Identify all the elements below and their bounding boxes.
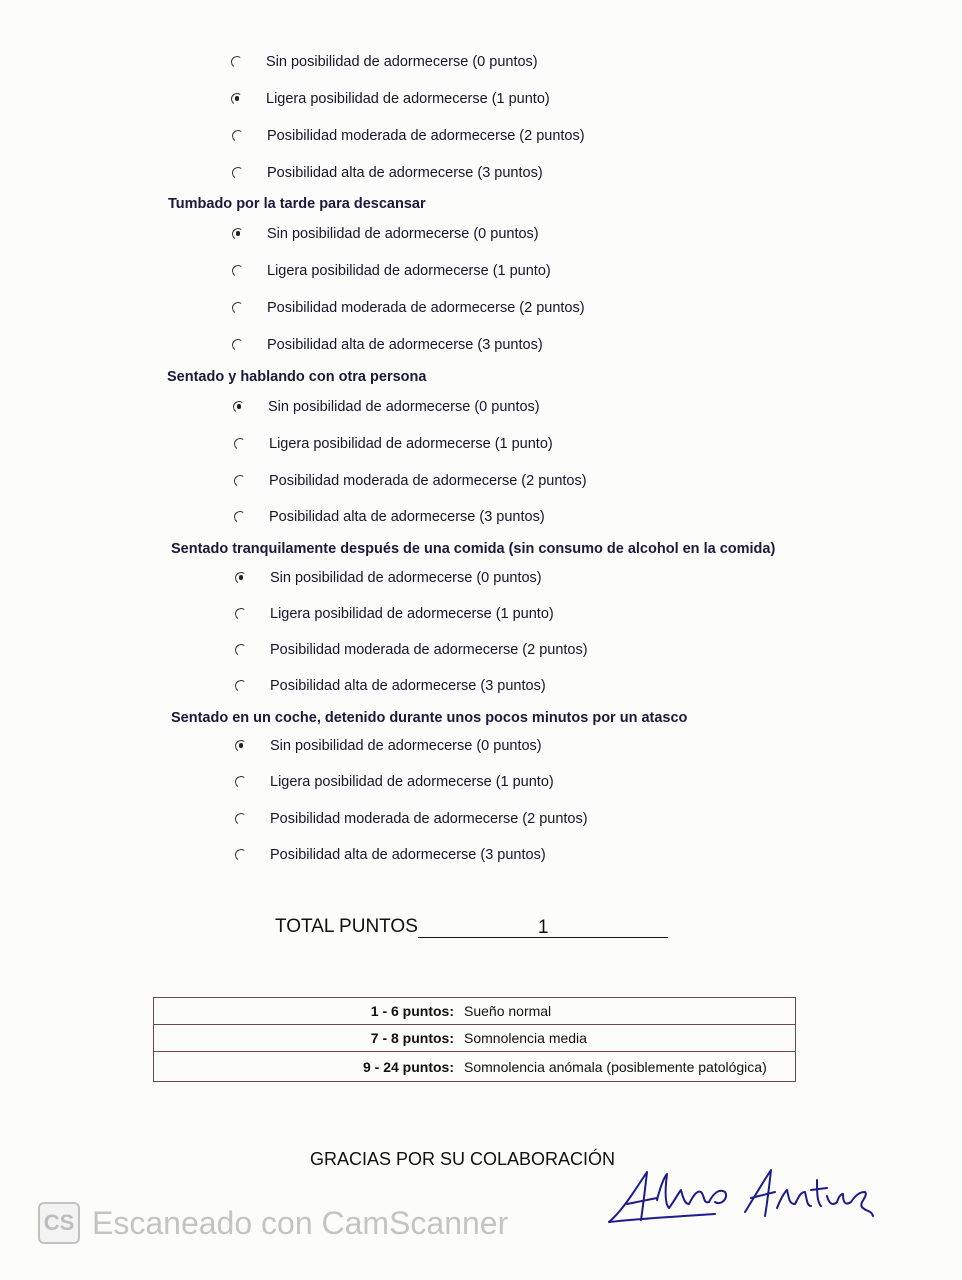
q1-option-3[interactable] (232, 165, 543, 181)
score-legend-table (153, 997, 796, 1082)
total-underline (550, 917, 668, 938)
option-label: Sin posibilidad de adormecerse (0 puntos) (270, 738, 542, 754)
radio-button[interactable] (232, 130, 245, 143)
option-label: Posibilidad alta de adormecerse (3 puntos) (267, 337, 543, 353)
radio-button[interactable] (234, 438, 247, 451)
q1-option-2[interactable] (232, 128, 585, 144)
camscanner-watermark (38, 1202, 508, 1244)
q1-option-0[interactable] (231, 54, 538, 70)
q3-option-0[interactable] (233, 399, 540, 415)
question-title: Sentado tranquilamente después de una comida (sin consumo de alcohol en la comida) (171, 541, 776, 557)
q4-option-3[interactable] (235, 678, 546, 694)
option-label: Sin posibilidad de adormecerse (0 puntos) (268, 399, 540, 415)
q4-option-0[interactable] (235, 570, 542, 586)
q4-option-2[interactable] (235, 642, 588, 658)
option-label: Ligera posibilidad de adormecerse (1 punto) (270, 774, 554, 790)
q5-option-1[interactable] (235, 774, 554, 790)
camscanner-logo-icon: CS (38, 1202, 80, 1244)
total-value: 1 (537, 917, 549, 938)
radio-button-checked[interactable] (235, 572, 248, 585)
radio-button[interactable] (231, 56, 244, 69)
radio-button[interactable] (232, 265, 245, 278)
option-label: Posibilidad moderada de adormecerse (2 puntos) (270, 811, 588, 827)
radio-button[interactable] (235, 776, 248, 789)
radio-button[interactable] (232, 167, 245, 180)
option-label: Ligera posibilidad de adormecerse (1 punto) (267, 263, 551, 279)
option-label: Posibilidad moderada de adormecerse (2 puntos) (270, 642, 588, 658)
q3-option-3[interactable] (234, 509, 545, 525)
question-title: Sentado en un coche, detenido durante unos pocos minutos por un atasco (171, 710, 688, 726)
legend-row (154, 998, 795, 1025)
radio-button-checked[interactable] (235, 740, 248, 753)
radio-button-checked[interactable] (231, 93, 244, 106)
radio-button[interactable] (235, 680, 248, 693)
option-label: Posibilidad moderada de adormecerse (2 puntos) (267, 128, 585, 144)
radio-button[interactable] (234, 511, 247, 524)
radio-button[interactable] (232, 339, 245, 352)
q5-option-0[interactable] (235, 738, 542, 754)
watermark-text: Escaneado con CamScanner (92, 1204, 509, 1241)
question-title: Sentado y hablando con otra persona (167, 369, 427, 385)
thanks-message: GRACIAS POR SU COLABORACIÓN (310, 1149, 616, 1169)
legend-range: 9 - 24 puntos: (362, 1058, 454, 1075)
q2-option-2[interactable] (232, 300, 585, 316)
q5-option-2[interactable] (235, 811, 588, 827)
q1-option-1[interactable] (231, 91, 550, 107)
radio-button-checked[interactable] (233, 401, 246, 414)
q3-option-2[interactable] (234, 473, 587, 489)
option-label: Posibilidad alta de adormecerse (3 puntos) (269, 509, 545, 525)
radio-button[interactable] (235, 813, 248, 826)
q5-option-3[interactable] (235, 847, 546, 863)
option-label: Ligera posibilidad de adormecerse (1 punto) (270, 606, 554, 622)
legend-range: 1 - 6 puntos: (370, 1003, 454, 1019)
option-label: Posibilidad alta de adormecerse (3 puntos) (270, 847, 546, 863)
legend-description: Sueño normal (464, 1003, 552, 1019)
radio-button[interactable] (234, 475, 247, 488)
legend-description: Somnolencia media (464, 1030, 587, 1046)
option-label: Posibilidad alta de adormecerse (3 puntos) (267, 165, 543, 181)
legend-row (154, 1025, 795, 1052)
radio-button[interactable] (235, 644, 248, 657)
option-label: Posibilidad moderada de adormecerse (2 puntos) (269, 473, 587, 489)
legend-range: 7 - 8 puntos: (370, 1030, 454, 1046)
q3-option-1[interactable] (234, 436, 553, 452)
option-label: Sin posibilidad de adormecerse (0 puntos) (267, 226, 539, 242)
q4-option-1[interactable] (235, 606, 554, 622)
q2-option-1[interactable] (232, 263, 551, 279)
option-label: Posibilidad moderada de adormecerse (2 puntos) (267, 300, 585, 316)
option-label: Ligera posibilidad de adormecerse (1 punto) (269, 436, 553, 452)
total-points (275, 916, 668, 938)
question-title: Tumbado por la tarde para descansar (168, 196, 426, 212)
total-label: TOTAL PUNTOS (275, 916, 418, 937)
legend-row (154, 1052, 795, 1081)
total-underline (418, 917, 536, 938)
legend-description: Somnolencia anómala (posiblemente patológica) (464, 1058, 767, 1075)
radio-button[interactable] (235, 849, 248, 862)
handwritten-signature (605, 1160, 880, 1230)
q2-option-3[interactable] (232, 337, 543, 353)
radio-button[interactable] (235, 608, 248, 621)
radio-button[interactable] (232, 302, 245, 315)
radio-button-checked[interactable] (232, 228, 245, 241)
option-label: Ligera posibilidad de adormecerse (1 punto) (266, 91, 550, 107)
q2-option-0[interactable] (232, 226, 539, 242)
option-label: Posibilidad alta de adormecerse (3 puntos) (270, 678, 546, 694)
option-label: Sin posibilidad de adormecerse (0 puntos) (266, 54, 538, 70)
option-label: Sin posibilidad de adormecerse (0 puntos) (270, 570, 542, 586)
